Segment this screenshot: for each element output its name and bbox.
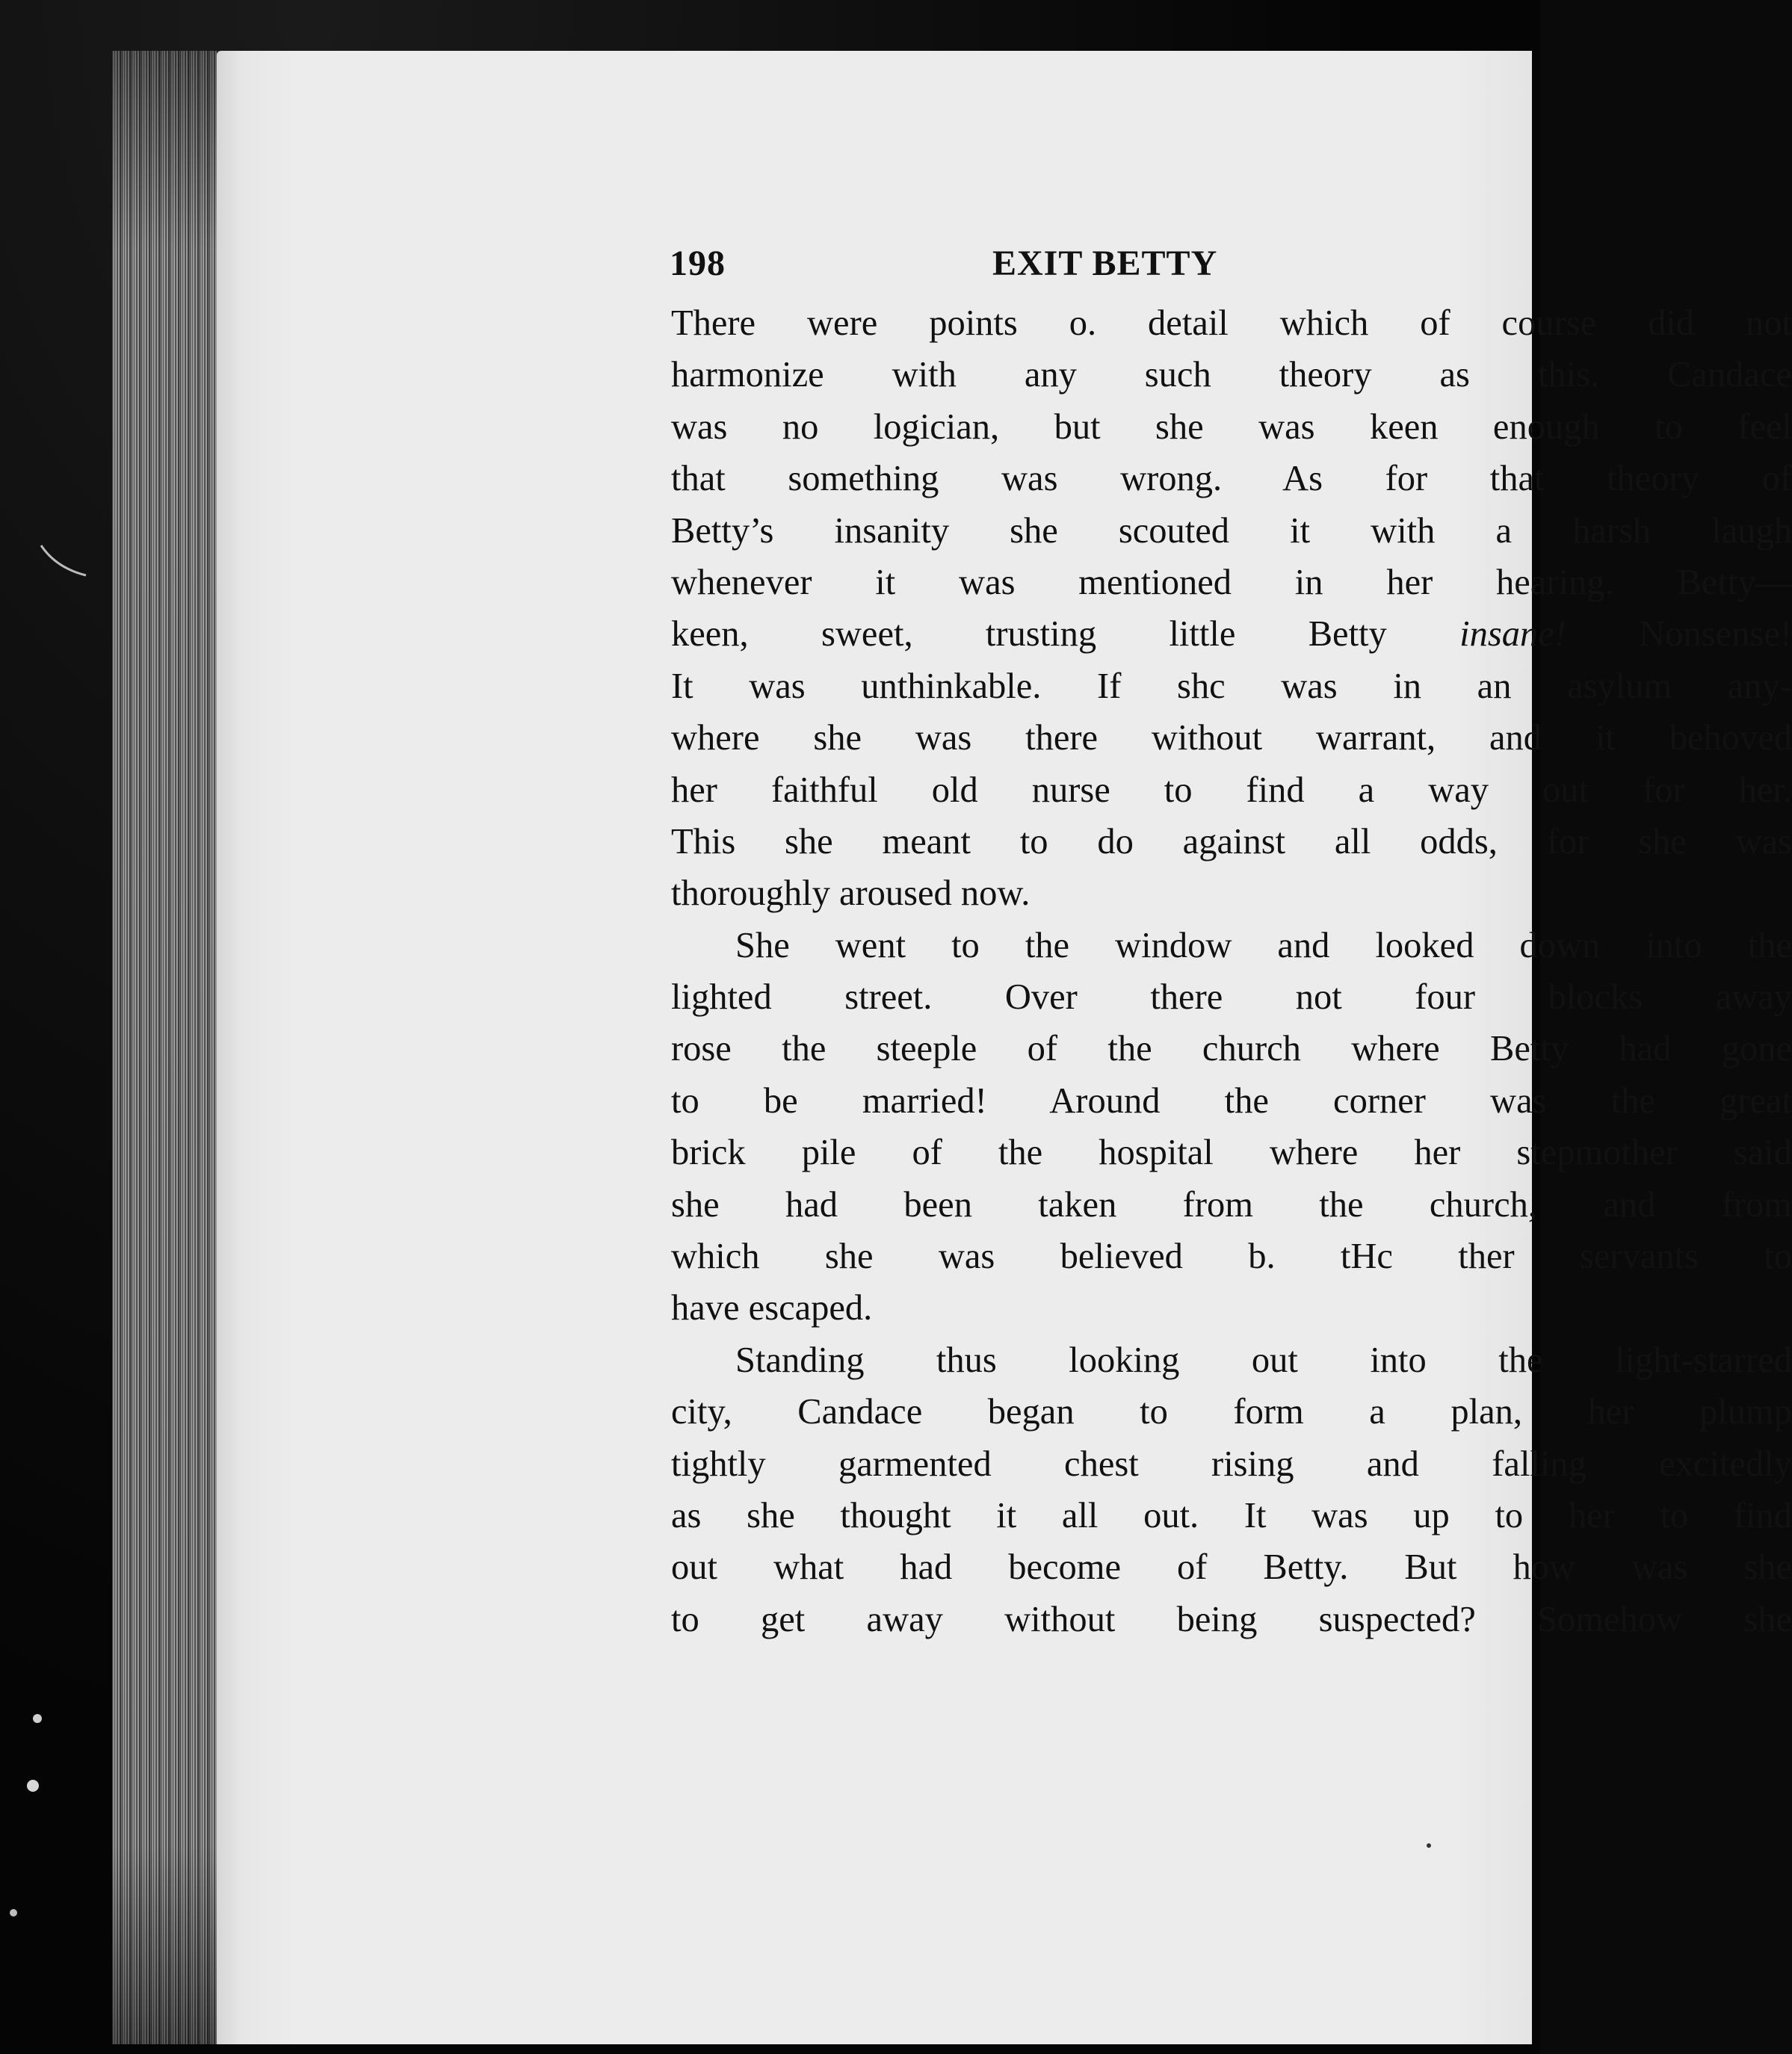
text-line: that something was wrong. As for that theory of <box>671 459 1792 499</box>
paragraph-1 <box>671 297 1792 920</box>
body-text <box>671 297 1792 1645</box>
paragraph-3 <box>671 1334 1792 1645</box>
text-line: whenever it was mentioned in her hearing. Betty— <box>671 562 1792 602</box>
text-line: Standing thus looking out into the light-starred <box>735 1340 1792 1380</box>
running-head <box>454 238 1560 290</box>
text-line: rose the steeple of the church where Betty had gone <box>671 1029 1792 1069</box>
text-line: she had been taken from the church, and from <box>671 1184 1792 1225</box>
text-line: where she was there without warrant, and it behoved <box>671 718 1792 758</box>
page-number: 198 <box>670 244 726 283</box>
text-run: Nonsense! <box>1566 614 1792 655</box>
text-line: lighted street. Over there not four blocks away <box>671 977 1792 1018</box>
running-title: EXIT BETTY <box>992 244 1218 283</box>
text-line: out what had become of Betty. But how was she <box>671 1547 1792 1588</box>
paragraph-2 <box>671 920 1792 1334</box>
text-line: was no logician, but she was keen enough to feel <box>671 406 1792 447</box>
text-line: It was unthinkable. If shc was in an asylum any- <box>671 666 1792 706</box>
text-line: to be married! Around the corner was the great <box>671 1080 1792 1121</box>
text-line: tightly garmented chest rising and falling excitedly <box>671 1444 1792 1484</box>
text-line: have escaped. <box>671 1288 873 1328</box>
text-line: city, Candace began to form a plan, her plump <box>671 1392 1792 1432</box>
text-run: keen, sweet, trusting little Betty <box>671 614 1460 655</box>
text-line: There were points o. detail which of course did not <box>671 303 1792 343</box>
text-line: She went to the window and looked down into the <box>735 925 1792 965</box>
page-edges <box>112 51 232 2044</box>
page-content <box>454 238 1792 1732</box>
text-line: Betty’s insanity she scouted it with a harsh laugh <box>671 510 1792 551</box>
text-line: brick pile of the hospital where her stepmother said <box>671 1133 1792 1173</box>
text-line: her faithful old nurse to find a way out for her. <box>671 770 1792 810</box>
text-line: as she thought it all out. It was up to her to find <box>671 1495 1792 1535</box>
italic-word: insane! <box>1459 614 1566 655</box>
text-line: This she meant to do against all odds, for she was <box>671 821 1792 861</box>
text-line: harmonize with any such theory as this. Candace <box>671 355 1792 395</box>
text-line <box>671 608 1792 660</box>
text-line: thoroughly aroused now. <box>671 873 1031 914</box>
book-page <box>217 51 1792 2044</box>
text-line: to get away without being suspected? Somehow she <box>671 1599 1792 1639</box>
text-line: which she was believed b. tHc ther servants to <box>671 1237 1792 1277</box>
